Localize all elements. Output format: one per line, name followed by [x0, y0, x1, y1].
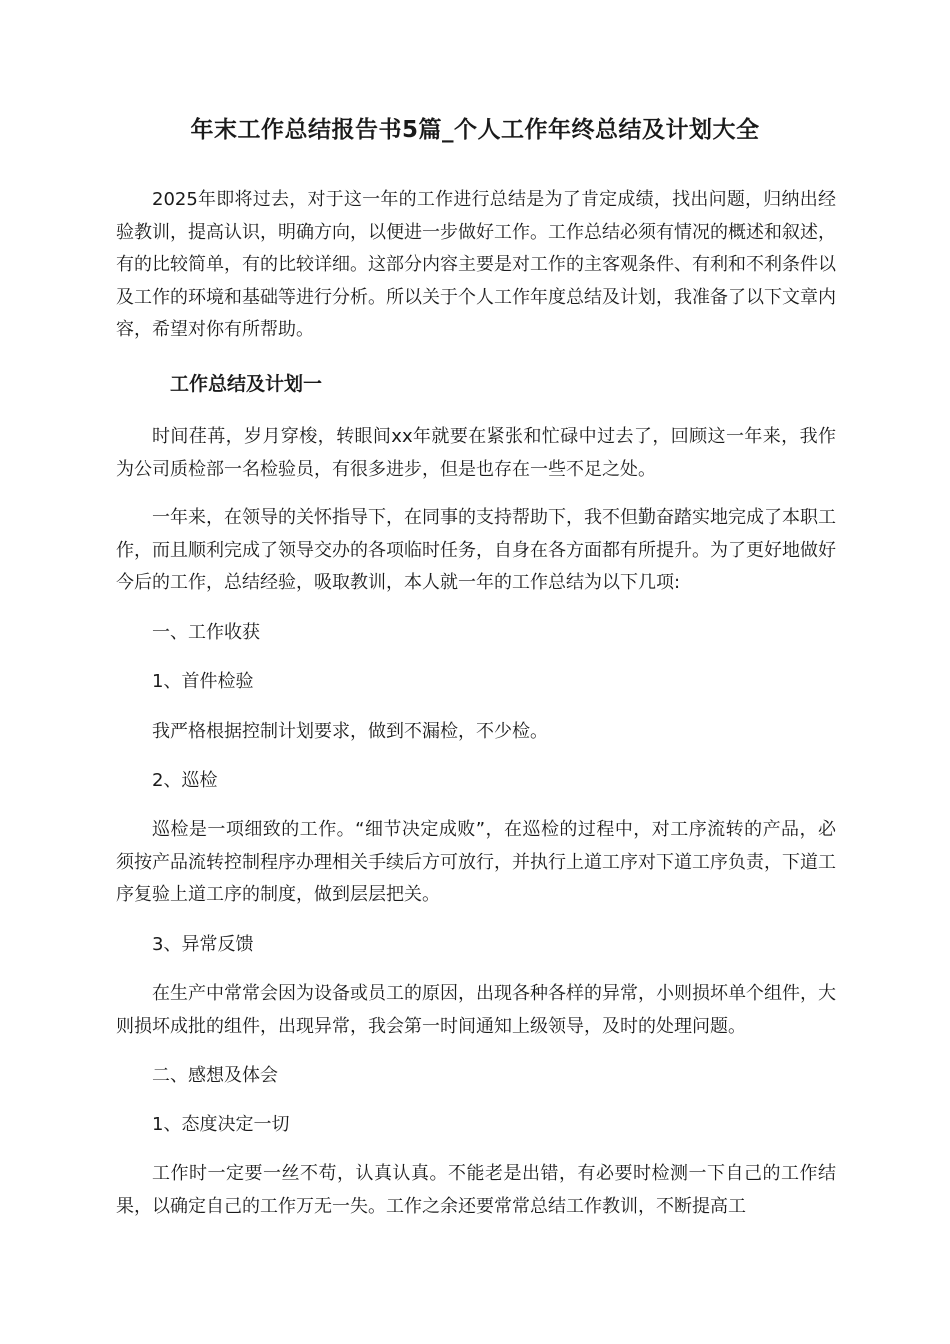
intro-paragraph: 2025年即将过去，对于这一年的工作进行总结是为了肯定成绩，找出问题，归纳出经验教训，提高认识，明确方向，以便进一步做好工作。工作总结必须有情况的概述和叙述，有的比较简单，有的比较详细。这部分内容主要是对工作的主客观条件、有利和不利条件以及工作的环境和基础等进行分析。所以关于个人工作年度总结及计划，我准备了以下文章内容，希望对你有所帮助。	[116, 189, 836, 340]
paragraph-year-review: 一年来，在领导的关怀指导下，在同事的支持帮助下，我不但勤奋踏实地完成了本职工作，而且顺利完成了领导交办的各项临时任务，自身在各方面都有所提升。为了更好地做好今后的工作，总结经验，吸取教训，本人就一年的工作总结为以下几项:	[116, 507, 836, 593]
heading-exception-feedback: 3、异常反馈	[152, 934, 254, 955]
paragraph-exception-feedback: 在生产中常常会因为设备或员工的原因，出现各种各样的异常，小则损坏单个组件，大则损坏成批的组件，出现异常，我会第一时间通知上级领导，及时的处理问题。	[116, 983, 836, 1037]
heading-thoughts: 二、感想及体会	[152, 1065, 278, 1086]
section-heading-1: 工作总结及计划一	[170, 373, 323, 395]
heading-patrol-inspection: 2、巡检	[152, 770, 218, 791]
paragraph-first-inspection: 我严格根据控制计划要求，做到不漏检，不少检。	[152, 721, 548, 742]
document-title: 年末工作总结报告书5篇_个人工作年终总结及计划大全	[190, 117, 760, 143]
paragraph-patrol-inspection: 巡检是一项细致的工作。“细节决定成败”，在巡检的过程中，对工序流转的产品，必须按产品流转控制程序办理相关手续后方可放行，并执行上道工序对下道工序负责，下道工序复验上道工序的制度，做到层层把关。	[116, 819, 836, 905]
paragraph-time: 时间荏苒，岁月穿梭，转眼间xx年就要在紧张和忙碌中过去了，回顾这一年来，我作为公司质检部一名检验员，有很多进步，但是也存在一些不足之处。	[116, 426, 836, 480]
paragraph-attitude: 工作时一定要一丝不苟，认真认真。不能老是出错，有必要时检测一下自己的工作结果，以确定自己的工作万无一失。工作之余还要常常总结工作教训，不断提高工	[116, 1163, 836, 1217]
heading-work-gains: 一、工作收获	[152, 622, 260, 643]
heading-attitude: 1、态度决定一切	[152, 1114, 290, 1135]
heading-first-inspection: 1、首件检验	[152, 671, 254, 692]
